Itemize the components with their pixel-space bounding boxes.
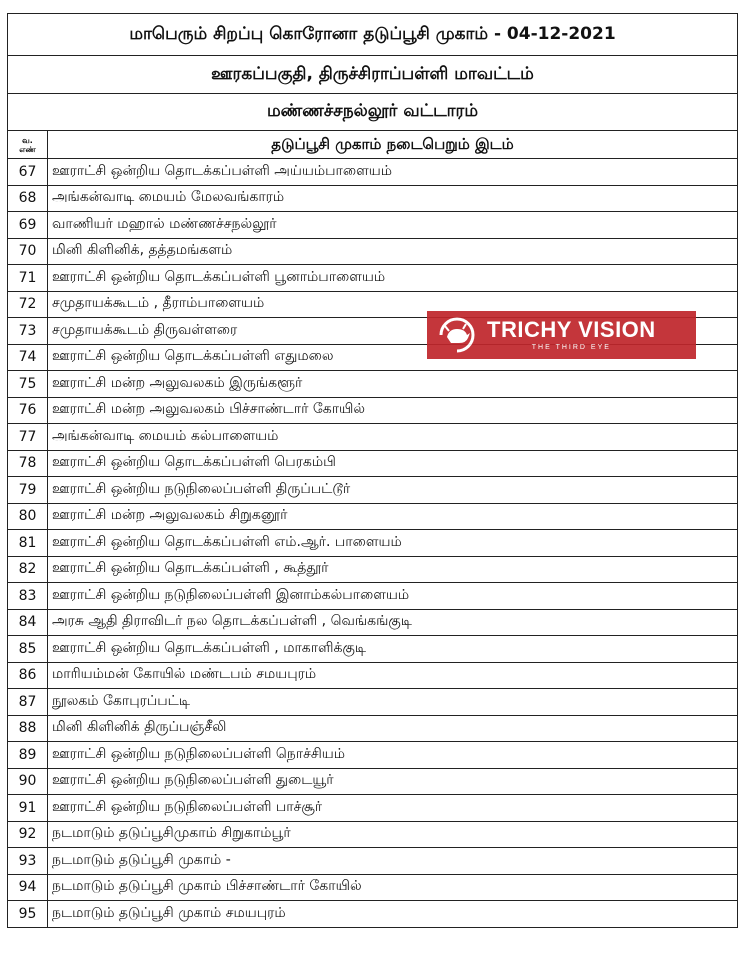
- serial-number: 69: [8, 212, 48, 239]
- serial-number: 93: [8, 848, 48, 875]
- title-row: [8, 14, 738, 56]
- table-row: [8, 715, 738, 742]
- table-row: [8, 609, 738, 636]
- table-row: [8, 477, 738, 504]
- serial-number: 68: [8, 185, 48, 212]
- table-row: [8, 371, 738, 398]
- serial-number: 80: [8, 503, 48, 530]
- table-row: [8, 397, 738, 424]
- camp-location: மினி கிளினிக் திருப்பஞ்சீலி: [48, 715, 738, 742]
- camp-location: அரசு ஆதி திராவிடர் நல தொடக்கப்பள்ளி , வெங்கங்குடி: [48, 609, 738, 636]
- region-row: [8, 56, 738, 94]
- camp-location: ஊராட்சி ஒன்றிய நடுநிலைப்பள்ளி இனாம்கல்பாளையம்: [48, 583, 738, 610]
- table-row: [8, 238, 738, 265]
- serial-column-header: [8, 131, 48, 159]
- serial-number: 85: [8, 636, 48, 663]
- camp-location: வாணியர் மஹால் மண்ணச்சநல்லூர்: [48, 212, 738, 239]
- region-title: ஊரகப்பகுதி, திருச்சிராப்பள்ளி மாவட்டம்: [8, 56, 738, 94]
- serial-number: 79: [8, 477, 48, 504]
- serial-number: 67: [8, 159, 48, 186]
- serial-number: 82: [8, 556, 48, 583]
- camp-location: நடமாடும் தடுப்பூசிமுகாம் சிறுகாம்பூர்: [48, 821, 738, 848]
- serial-header-line1: வ.: [22, 135, 33, 145]
- serial-number: 74: [8, 344, 48, 371]
- watermark-brand: TRICHY VISION: [487, 317, 656, 342]
- camp-location: நடமாடும் தடுப்பூசி முகாம் பிச்சாண்டார் கோயில்: [48, 874, 738, 901]
- serial-header-line2: எண்: [19, 144, 36, 154]
- camp-location: ஊராட்சி ஒன்றிய நடுநிலைப்பள்ளி திருப்பட்டூர்: [48, 477, 738, 504]
- camp-location: அங்கன்வாடி மையம் மேலவங்காரம்: [48, 185, 738, 212]
- serial-number: 72: [8, 291, 48, 318]
- table-row: [8, 874, 738, 901]
- serial-number: 73: [8, 318, 48, 345]
- camp-location: நடமாடும் தடுப்பூசி முகாம் சமயபுரம்: [48, 901, 738, 928]
- camp-location: அங்கன்வாடி மையம் கல்பாளையம்: [48, 424, 738, 451]
- camp-location: ஊராட்சி ஒன்றிய தொடக்கப்பள்ளி அய்யம்பாளையம்: [48, 159, 738, 186]
- camp-schedule-sheet: [7, 13, 738, 928]
- serial-number: 91: [8, 795, 48, 822]
- serial-number: 78: [8, 450, 48, 477]
- block-row: [8, 94, 738, 131]
- camp-location: ஊராட்சி மன்ற அலுவலகம் பிச்சாண்டார் கோயில்: [48, 397, 738, 424]
- camp-location: ஊராட்சி ஒன்றிய தொடக்கப்பள்ளி , கூத்தூர்: [48, 556, 738, 583]
- serial-number: 77: [8, 424, 48, 451]
- serial-number: 90: [8, 768, 48, 795]
- watermark-banner: [427, 311, 696, 359]
- column-header-row: [8, 131, 738, 159]
- serial-number: 92: [8, 821, 48, 848]
- camp-location: நடமாடும் தடுப்பூசி முகாம் -: [48, 848, 738, 875]
- place-column-header: தடுப்பூசி முகாம் நடைபெறும் இடம்: [48, 131, 738, 159]
- serial-number: 84: [8, 609, 48, 636]
- table-row: [8, 159, 738, 186]
- camp-location: ஊராட்சி ஒன்றிய நடுநிலைப்பள்ளி நொச்சியம்: [48, 742, 738, 769]
- camp-location: ஊராட்சி ஒன்றிய தொடக்கப்பள்ளி எதுமலை: [48, 344, 738, 371]
- serial-number: 86: [8, 662, 48, 689]
- block-title: மண்ணச்சநல்லூர் வட்டாரம்: [8, 94, 738, 131]
- table-row: [8, 821, 738, 848]
- table-row: [8, 795, 738, 822]
- table-row: [8, 848, 738, 875]
- camp-location: ஊராட்சி மன்ற அலுவலகம் இருங்களூர்: [48, 371, 738, 398]
- serial-number: 70: [8, 238, 48, 265]
- bull-emblem-icon: [435, 315, 479, 355]
- table-row: [8, 583, 738, 610]
- watermark-text: [487, 318, 656, 352]
- table-row: [8, 742, 738, 769]
- serial-number: 95: [8, 901, 48, 928]
- camp-location: நூலகம் கோபுரப்பட்டி: [48, 689, 738, 716]
- table-row: [8, 530, 738, 557]
- table-row: [8, 662, 738, 689]
- table-row: [8, 185, 738, 212]
- table-row: [8, 689, 738, 716]
- serial-number: 83: [8, 583, 48, 610]
- table-row: [8, 424, 738, 451]
- table-row: [8, 265, 738, 292]
- camp-location: ஊராட்சி ஒன்றிய தொடக்கப்பள்ளி பூனாம்பாளையம்: [48, 265, 738, 292]
- camp-location: மினி கிளினிக், தத்தமங்களம்: [48, 238, 738, 265]
- camp-location: சமுதாயக்கூடம் , தீராம்பாளையம்: [48, 291, 738, 318]
- camp-location: ஊராட்சி ஒன்றிய தொடக்கப்பள்ளி பெரகம்பி: [48, 450, 738, 477]
- table-row: [8, 503, 738, 530]
- camp-list-table: [7, 13, 738, 928]
- table-row: [8, 450, 738, 477]
- table-row: [8, 556, 738, 583]
- serial-number: 75: [8, 371, 48, 398]
- serial-number: 76: [8, 397, 48, 424]
- camp-location: ஊராட்சி ஒன்றிய நடுநிலைப்பள்ளி பாச்சூர்: [48, 795, 738, 822]
- serial-number: 87: [8, 689, 48, 716]
- page-title: மாபெரும் சிறப்பு கொரோனா தடுப்பூசி முகாம் - 04-12-2021: [8, 14, 738, 56]
- table-row: [8, 901, 738, 928]
- camp-location: மாரியம்மன் கோயில் மண்டபம் சமயபுரம்: [48, 662, 738, 689]
- table-row: [8, 212, 738, 239]
- serial-number: 94: [8, 874, 48, 901]
- camp-location: சமுதாயக்கூடம் திருவள்ளரை: [48, 318, 738, 345]
- camp-location: ஊராட்சி ஒன்றிய தொடக்கப்பள்ளி எம்.ஆர். பாளையம்: [48, 530, 738, 557]
- serial-number: 89: [8, 742, 48, 769]
- table-row: [8, 768, 738, 795]
- camp-location: ஊராட்சி மன்ற அலுவலகம் சிறுகனூர்: [48, 503, 738, 530]
- serial-number: 71: [8, 265, 48, 292]
- watermark-tagline: THE THIRD EYE: [531, 344, 611, 351]
- table-row: [8, 636, 738, 663]
- serial-number: 88: [8, 715, 48, 742]
- camp-location: ஊராட்சி ஒன்றிய நடுநிலைப்பள்ளி துடையூர்: [48, 768, 738, 795]
- serial-number: 81: [8, 530, 48, 557]
- camp-location: ஊராட்சி ஒன்றிய தொடக்கப்பள்ளி , மாகாளிக்குடி: [48, 636, 738, 663]
